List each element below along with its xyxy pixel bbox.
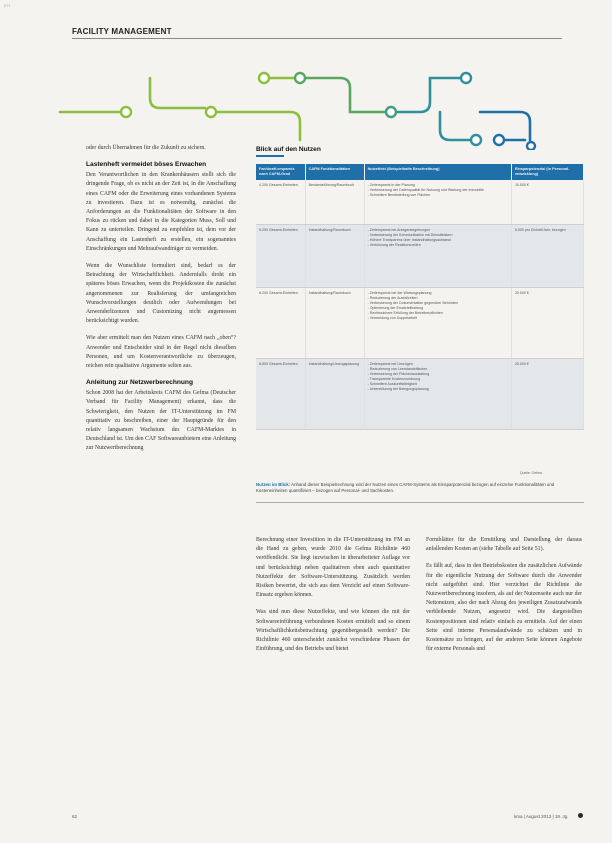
circuit-line-5	[305, 78, 385, 112]
heading-anleitung: Anleitung zur Netzwerberechnung	[86, 379, 193, 387]
benefit-col-header: Einsparpotenzial (in Personal-entwicklung)	[511, 164, 583, 180]
benefit-box-rule	[256, 155, 284, 157]
mid-paragraph-1: Berechnung einer Investition in die IT-Unterstützung im FM an die Hand zu geben, wurde 2010 die Gefma Richtlinie 460 veröffentlicht. Sie liegt inzwischen in überarbeiteter Auflage vor und berücksichtigt neben qualitativen eben auch quantitative Nutzeffekte der Software-Unterstützung. Zusätzlich werden Risiken bewertet, die sich aus dem Verzicht auf einen Software-Einsatz ergeben können.	[256, 537, 410, 599]
benefit-col-header: CAFM Funktionalitäten	[305, 164, 364, 180]
caption-label: Nutzen im Blick:	[256, 482, 291, 487]
caption-text: Anhand dieser Beispielrechnung wird der Nutzen eines CAFM-Systems als Einsparpotenzial bezogen auf einzelne Funktionalitäten und Kosteneinheiten quantifiziert – bezogen auf Personal- und Sachkosten.	[256, 482, 555, 494]
circuit-line-6	[398, 78, 460, 112]
row-savings: 4.200 Gesamt-Einheiten	[256, 180, 305, 225]
benefit-source: Quelle: Gefma	[520, 471, 542, 475]
circuit-decoration	[0, 50, 612, 150]
footer-issue: kma | August 2013 | 18. Jg.	[514, 814, 569, 819]
footer-bullet-icon	[578, 813, 583, 818]
circuit-node-4	[295, 73, 305, 83]
right-paragraph-2: Es fällt auf, dass in den Betriebskosten die zusätzlichen Aufwände für die eigentliche Nutzung der Software durch die Anwender nicht aufgeführt sind. Hier verzichtet die Richtlinie die Nutzwertberechnung insofern, als auf der Nutzenseite auch nur der Nettonutzen, also der nach Abzug des jeweiligen Zusatzaufwands verbleibende Nutzen, angesetzt wird. Die dargestellten Kostenpositionen sind relativ einfach zu ermitteln. Auf der einen Seite sind interne Personalaufwände zu schätzen und in Kostensätze zu bringen, auf der anderen Seite können Angebote für externe Personals und	[426, 563, 582, 653]
left-paragraph-1: Den Verantwortlichen in den Krankenhäusern stellt sich die dringende Frage, ob es nicht an der Zeit ist, in die Anschaffung eines CAFM oder die Erweiterung eines vorhandenen Systems zu investieren. Dazu ist es notwendig, zunächst die Anforderungen an die Funktionalitäten der Software in den Fokus zu rücken und dabei in die Kategorien Muss, Soll und Kann zu unterteilen. Dringend zu empfehlen ist, dem vor der Anschaffung ein Lastenheft zu erstellen, ein sogenanntes Einschränkungen und Mehraufwandträger zu vermeiden.	[86, 172, 236, 252]
row-savings: 5.200 Gesamt-Einheiten	[256, 225, 305, 288]
circuit-line-7	[440, 112, 470, 140]
benefit-table-header-row	[256, 164, 584, 180]
benefit-caption	[256, 482, 584, 495]
heading-lastenheft: Lastenheft vermeidet böses Erwachen	[86, 161, 207, 169]
row-savings: 8.800 Gesamt-Einheiten	[256, 359, 305, 430]
row-potential: 20.000 €	[511, 288, 583, 359]
left-intro: oder durch Übernahmen für die Zukunft zu sichern.	[86, 145, 206, 151]
benefit-col-header: Fachkraft-ersparnis nach CAFM-Grad	[256, 164, 305, 180]
header-divider	[72, 38, 562, 39]
row-function: Instandhaltung/Umzugsplanung	[305, 359, 364, 430]
circuit-node-8	[494, 135, 504, 145]
row-effect: - Zeitersparnis in der Planung - Verbesserung der Datenqualität für Nutzung und Wartung der Immobilie - Schnellere Bereitstellung von Flächen	[364, 180, 511, 225]
right-column	[426, 536, 582, 662]
benefit-col-header: Nutzeffekt (Beispielhafte Beschreibung)	[364, 164, 511, 180]
row-function: Bestandsführung/Raumbuch	[305, 180, 364, 225]
middle-column	[256, 536, 410, 662]
row-potential: 10.000 €	[511, 180, 583, 225]
row-effect: - Zeitersparnis bei Anlagenbegehungen - Verbesserung der Kommunikation mit Dienstleistern - Höhere Transparenz über Instandhaltungsaufwand - Verkürzung der Reaktionszeiten	[364, 225, 511, 288]
left-column	[86, 144, 236, 462]
circuit-line-3	[218, 112, 300, 140]
circuit-node-6	[461, 73, 471, 83]
row-function: Instandhaltung/Raumbuch	[305, 288, 364, 359]
table-row	[256, 288, 584, 359]
row-potential: 25.000 €	[511, 359, 583, 430]
table-row	[256, 359, 584, 430]
row-effect: - Zeitersparnis bei Umzügen - Reduzierung von Leerstandsflächen - Verbesserung der Flächenauslastung - Transparente Kostenzuordnung - Schnellere Auskunftsfähigkeit - Unterstützung bei Belegungsplanung	[364, 359, 511, 430]
section-header: FACILITY MANAGEMENT	[72, 27, 172, 36]
right-paragraph-1: Formblätter für die Ermittlung und Darstellung der daraus anfallenden Kosten an (siehe Tabelle auf Seite 51).	[426, 537, 582, 553]
benefit-table	[256, 164, 584, 430]
left-paragraph-2: Wenn die Wunschliste formuliert sind, bedarf es der Betrachtung der Wirtschaftlichkeit. Andernfalls droht ein späteres böses Erwachen, wenn die Projektkosten die zunächst angenommenen zur Realisierung der umfangreichen Wunschvorstellungen deutlich oder Aufwendungen bei Anwenderlizenzen und Customizing nicht angemessen berücksichtigt wurden.	[86, 263, 236, 325]
row-potential: 6.000 pro Einheit/Jahr, bezogen	[511, 225, 583, 288]
page-corner-mark: 071	[4, 3, 11, 8]
row-effect: - Zeitersparnis bei der Wartungsplanung - Reduzierung der Ausfallzeiten - Verbesserung der Dokumentation gegenüber Behörden - Optimierung der Ersatzteilhaltung - Rechtssichere Erfüllung der Betreiberpflichten - Vermeidung von Doppelarbeit	[364, 288, 511, 359]
circuit-node-1	[121, 107, 131, 117]
page-number: 62	[72, 814, 78, 819]
left-paragraph-4: Schon 2008 hat der Arbeitskreis CAFM des Gefma (Deutscher Verband für Facility Management) erkannt, dass die Schwierigkeit, den Nutzen der IT-Unterstützung im FM quantitativ zu beschreiben, einer der Hauptgründe für den relativ langsamen Wachstum des CAFM-Marktes in Deutschland ist. Um den CAF Softwareanbietern eine Anleitung zur Nutzwertberechnung	[86, 390, 236, 452]
table-row	[256, 180, 584, 225]
circuit-line-8	[480, 112, 530, 140]
benefit-box-title: Blick auf den Nutzen	[256, 146, 321, 153]
circuit-node-9	[527, 142, 535, 150]
table-row	[256, 225, 584, 288]
circuit-node-7	[471, 135, 481, 145]
circuit-node-5	[386, 107, 396, 117]
caption-divider	[256, 502, 584, 503]
circuit-node-3	[259, 73, 269, 83]
mid-paragraph-2: Was sind nun diese Nutzeffekte, und wie können die mit der Softwareeinführung verbundenen Kosten ermittelt und so einem Wirtschaftlichkeitsbetrachtung gegenübergestellt werden? Die Richtlinie 460 unterscheidet zunächst verschiedene Phasen der Einführung, und des Betriebs und bietet	[256, 609, 410, 653]
row-function: Instandhaltung/Raumbuch	[305, 225, 364, 288]
row-savings: 8.200 Gesamt-Einheiten	[256, 288, 305, 359]
circuit-node-2	[206, 107, 216, 117]
circuit-line-2	[150, 78, 205, 108]
left-paragraph-3: Wie aber ermittelt man den Nutzen eines CAFM nach „oben“? Anwender und Entscheider sind in der Regel nicht dieselben Personen, und um Kostenverantwortliche zu überzeugen, reichen rein qualitative Argumente selten aus.	[86, 335, 236, 370]
